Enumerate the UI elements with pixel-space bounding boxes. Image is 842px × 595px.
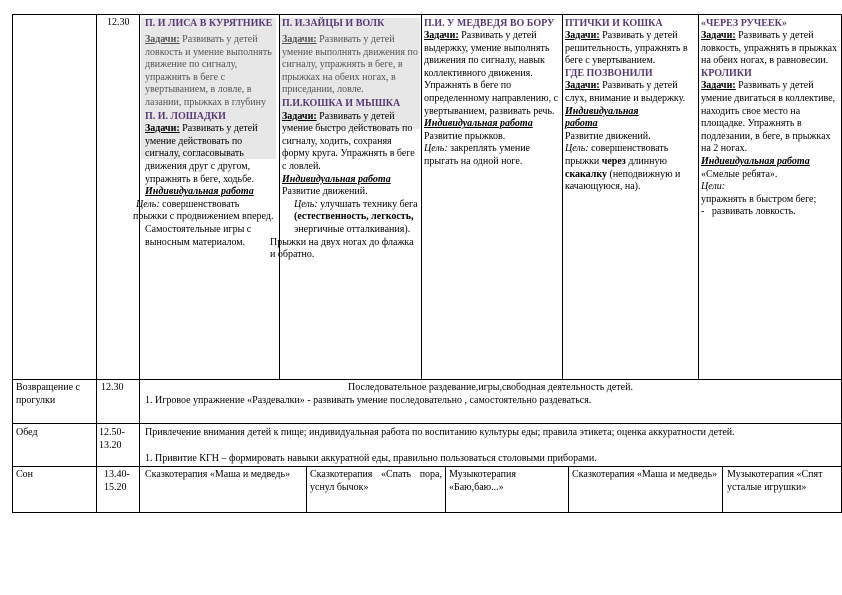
tasks-label: Задачи: xyxy=(282,34,317,45)
game-tasks-cat-mouse: Задачи: Развивать у детей умение быстро действовать по сигналу, ходить, сохраняя форму круга. Упражнять в беге с ловлей. xyxy=(282,110,415,172)
extra-activity: Прыжки на двух ногах до флажка и обратно. xyxy=(270,236,414,261)
game-title-rabbits: КРОЛИКИ xyxy=(701,67,752,79)
game-tasks-where-rang: Задачи: Развивать у детей слух, внимание и выдержку. xyxy=(565,80,686,104)
tasks-label: Задачи: xyxy=(282,110,317,122)
col-divider-d xyxy=(562,14,563,379)
extra-activity: Самостоятельные игры с выносным материалом. xyxy=(145,223,252,248)
individual-work-text: Развитие движений. xyxy=(282,186,368,198)
sleep-therapy-1: Сказкотерапия «Маша и медведь» xyxy=(145,469,291,480)
game-title-horses: П. И. ЛОШАДКИ xyxy=(145,110,226,122)
row-divider-1 xyxy=(12,379,842,380)
lunch-line-1: Привлечение внимания детей к пище; индивидуальная работа по воспитанию культуры еды; правила этикета; оценка аккуратности детей. xyxy=(145,427,735,438)
game-title-cat-mouse: П.И.КОШКА И МЫШКА xyxy=(282,97,401,109)
walk-column-1 xyxy=(133,17,275,379)
tasks-label: Задачи: xyxy=(565,80,600,92)
individual-work-label: Индивидуальная работа xyxy=(145,186,254,198)
game-title-fox: П. И ЛИСА В КУРЯТНИКЕ xyxy=(145,18,273,29)
table-border-left xyxy=(12,14,13,512)
row-divider-2 xyxy=(12,423,842,424)
individual-work-label: Индивидуальная работа xyxy=(282,173,391,185)
sleep-divider-3 xyxy=(568,466,569,512)
goal-line-2: - развивать ловкость. xyxy=(701,206,796,218)
goal-text: Цель: улучшать технику бега (естественность, легкость, энергичные отталкивания). xyxy=(294,198,418,235)
game-title-birds-cat: ПТИЧКИ И КОШКА xyxy=(565,18,663,29)
walk-column-4 xyxy=(565,17,697,379)
sleep-divider-1 xyxy=(306,466,307,512)
game-tasks-birds-cat: Задачи: Развивать у детей решительность, упражнять в беге с увертыванием. xyxy=(565,30,688,67)
game-title-stream: «ЧЕРЕЗ РУЧЕЕК» xyxy=(701,18,787,29)
row-divider-3 xyxy=(12,466,842,467)
walk-time: 12.30 xyxy=(107,17,130,28)
sleep-therapy-3: Музыкотерапия «Баю,баю...» xyxy=(449,469,516,493)
tasks-label: Задачи: xyxy=(701,30,736,41)
table-border-top xyxy=(12,14,842,15)
sleep-therapy-2: Сказкотерапия «Спать пора, уснул бычок» xyxy=(310,469,442,493)
walk-column-5 xyxy=(701,17,839,379)
game-title-hares: П. И.ЗАЙЦЫ И ВОЛК xyxy=(282,18,385,29)
game-tasks-hares: Задачи: Развивать у детей умение выполнять движения по сигналу, упражнять в беге, в прыжках на обеих ногах, в приседании, ловле. xyxy=(282,34,418,96)
goals-label: Цели: xyxy=(701,181,726,193)
goal-text: Цель: совершенствовать прыжки с продвижением вперед. xyxy=(133,198,274,223)
col-divider-b xyxy=(279,14,280,379)
walk-column-2 xyxy=(270,17,419,379)
tasks-label: Задачи: xyxy=(565,30,600,41)
lunch-time: 12.50-13.20 xyxy=(99,427,125,451)
individual-work: Индивидуальная работа «Смелые ребята». xyxy=(701,155,810,180)
sleep-divider-4 xyxy=(722,466,723,512)
goal-line-1: упражнять в быстром беге; xyxy=(701,193,817,205)
game-tasks-horses: Задачи: Развивать у детей умение действовать по сигналу, согласовывать движения друг с другом, упражнять в беге, ходьбе. xyxy=(145,123,258,185)
sleep-therapy-5: Музыкотерапия «Спят усталые игрушки» xyxy=(727,469,823,493)
lunch-line-2: 1. Привитие КГН – формировать навыки аккуратной еды, правильно пользоваться столовыми приборами. xyxy=(145,453,597,464)
tasks-label: Задачи: xyxy=(145,123,180,135)
goal-text: Цель: совершенствовать прыжки через длинную скакалку (неподвижную и качающуюся, на). xyxy=(565,143,681,193)
individual-work-label: Индивидуальная работа xyxy=(565,105,639,130)
lunch-label: Обед xyxy=(16,427,38,438)
return-from-walk-label: Возвращение с прогулки xyxy=(16,382,80,406)
game-title-where-rang: ГДЕ ПОЗВОНИЛИ xyxy=(565,67,653,79)
game-tasks-stream: Задачи: Развивать у детей ловкость, упражнять в прыжках на обеих ногах, в равновесии. xyxy=(701,30,838,67)
return-from-walk-line-1: Последовательное раздевание,игры,свободная деятельность детей. xyxy=(348,382,633,393)
col-divider-e xyxy=(698,14,699,379)
game-tasks-fox: Задачи: Развивать у детей ловкость и умение выполнять движение по сигналу, упражнять в беге с увертыванием, в ловле, в лазании, прыжках в глубину xyxy=(145,34,272,108)
game-title-bear: П.И. У МЕДВЕДЯ ВО БОРУ xyxy=(424,18,555,29)
tasks-label: Задачи: xyxy=(701,80,736,92)
game-tasks-rabbits: Задачи: Развивать у детей умение двигаться в коллективе, находить свое место на площадке. Упражнять в подлезании, в беге, в прыжках на 2 ногах. xyxy=(701,80,836,155)
return-from-walk-line-2: 1. Игровое упражнение «Раздевалки» - развивать умение последовательно , самостоятельно раздеваться. xyxy=(145,395,592,406)
tasks-label: Задачи: xyxy=(424,30,459,41)
walk-column-3 xyxy=(424,17,561,379)
game-tasks-bear: Задачи: Развивать у детей выдержку, умение выполнять движения по сигналу, навык коллективного движения. Упражнять в беге по определенному направлению, с увертыванием, развивать речь. xyxy=(424,30,559,117)
goal-text: Цель: закреплять умение прыгать на одной ноге. xyxy=(424,143,530,167)
tasks-label: Задачи: xyxy=(145,34,180,45)
individual-work-text: Развитие движений. xyxy=(565,130,651,142)
return-from-walk-time: 12.30 xyxy=(101,382,124,393)
col-divider-c xyxy=(421,14,422,379)
individual-work-label: Индивидуальная работа xyxy=(424,118,533,130)
col-divider-label xyxy=(96,14,97,512)
sleep-divider-2 xyxy=(445,466,446,512)
sleep-time: 13.40-15.20 xyxy=(104,469,130,493)
individual-work-text: Развитие прыжков. xyxy=(424,130,506,142)
sleep-label: Сон xyxy=(16,469,34,480)
col-divider-time xyxy=(139,14,140,512)
sleep-therapy-4: Сказкотерапия «Маша и медведь» xyxy=(572,469,718,480)
table-border-bottom xyxy=(12,512,842,513)
